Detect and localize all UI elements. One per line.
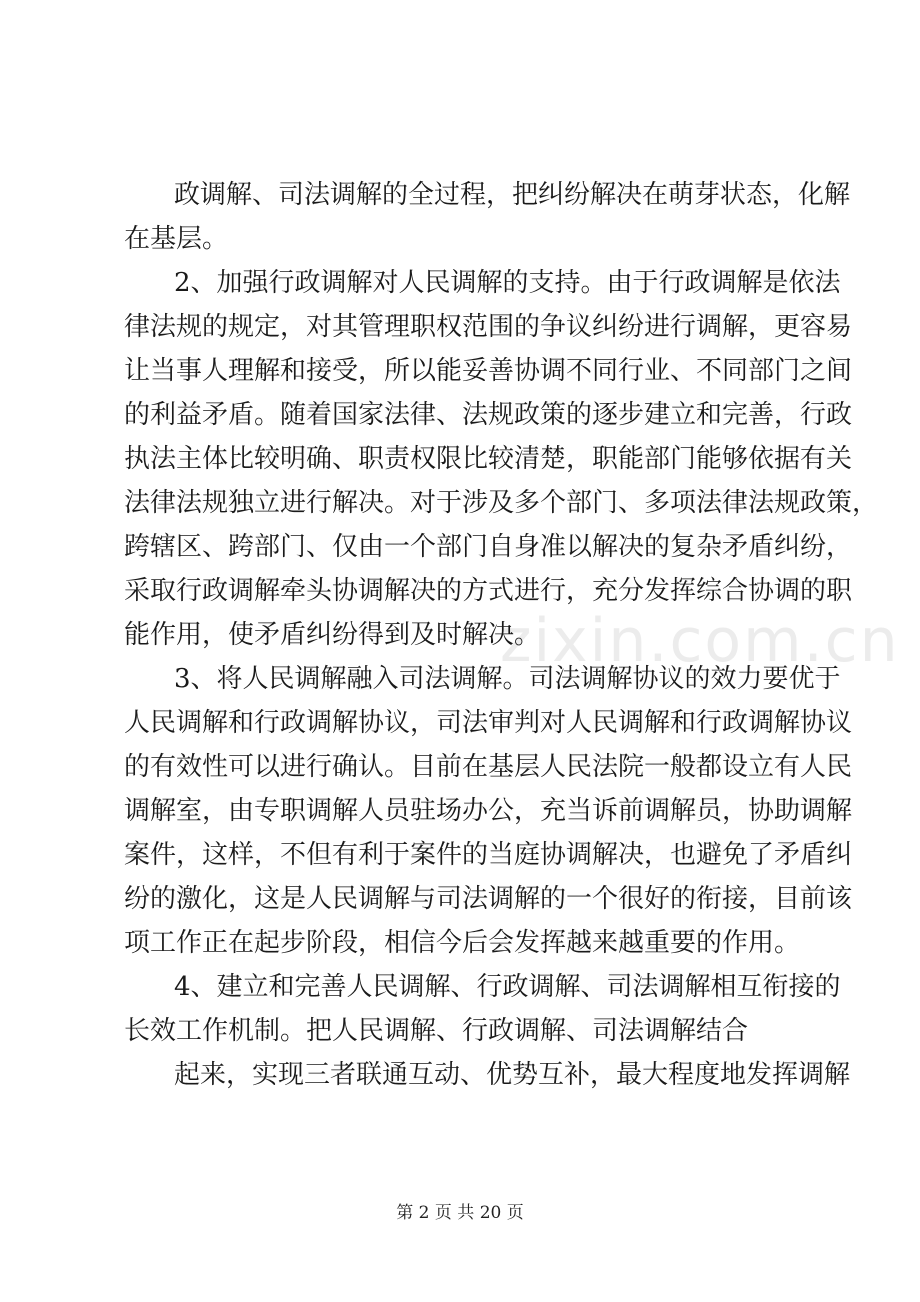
page-footer: 第 2 页 共 20 页 bbox=[396, 1203, 524, 1223]
paragraph-line: 人民调解和行政调解协议，司法审判对人民调解和行政调解协议 bbox=[124, 708, 853, 738]
paragraph-line: 3、将人民调解融入司法调解。司法调解协议的效力要优于 bbox=[174, 664, 841, 694]
paragraph-line: 4、建立和完善人民调解、行政调解、司法调解相互衔接的 bbox=[174, 972, 841, 1002]
paragraph-line: 调解室，由专职调解人员驻场办公，充当诉前调解员，协助调解 bbox=[124, 796, 853, 826]
paragraph-line: 让当事人理解和接受，所以能妥善协调不同行业、不同部门之间 bbox=[124, 356, 853, 386]
paragraph-line: 2、加强行政调解对人民调解的支持。由于行政调解是依法 bbox=[174, 268, 841, 298]
paragraph-line: 跨辖区、跨部门、仅由一个部门自身准以解决的复杂矛盾纠纷， bbox=[124, 532, 853, 562]
paragraph-line: 政调解、司法调解的全过程，把纠纷解决在萌芽状态，化解 bbox=[174, 180, 851, 210]
paragraph-line: 律法规的规定，对其管理职权范围的争议纠纷进行调解，更容易 bbox=[124, 312, 853, 342]
watermark: zixin.com.cn bbox=[500, 606, 900, 676]
paragraph-line: 项工作正在起步阶段，相信今后会发挥越来越重要的作用。 bbox=[124, 928, 801, 958]
paragraph-line: 能作用，使矛盾纠纷得到及时解决。 bbox=[124, 620, 541, 650]
paragraph-line: 采取行政调解牵头协调解决的方式进行，充分发挥综合协调的职 bbox=[124, 576, 853, 606]
paragraph-line: 起来，实现三者联通互动、优势互补，最大程度地发挥调解 bbox=[174, 1060, 851, 1090]
paragraph-line: 长效工作机制。把人民调解、行政调解、司法调解结合 bbox=[124, 1016, 749, 1046]
paragraph-line: 的利益矛盾。随着国家法律、法规政策的逐步建立和完善，行政 bbox=[124, 400, 853, 430]
paragraph-line: 纷的激化，这是人民调解与司法调解的一个很好的衔接，目前该 bbox=[124, 884, 853, 914]
paragraph-line: 的有效性可以进行确认。目前在基层人民法院一般都设立有人民 bbox=[124, 752, 853, 782]
paragraph-line: 法律法规独立进行解决。对于涉及多个部门、多项法律法规政策， bbox=[124, 488, 879, 518]
paragraph-line: 案件，这样，不但有利于案件的当庭协调解决，也避免了矛盾纠 bbox=[124, 840, 853, 870]
paragraph-line: 在基层。 bbox=[124, 224, 229, 254]
paragraph-line: 执法主体比较明确、职责权限比较清楚，职能部门能够依据有关 bbox=[124, 444, 853, 474]
